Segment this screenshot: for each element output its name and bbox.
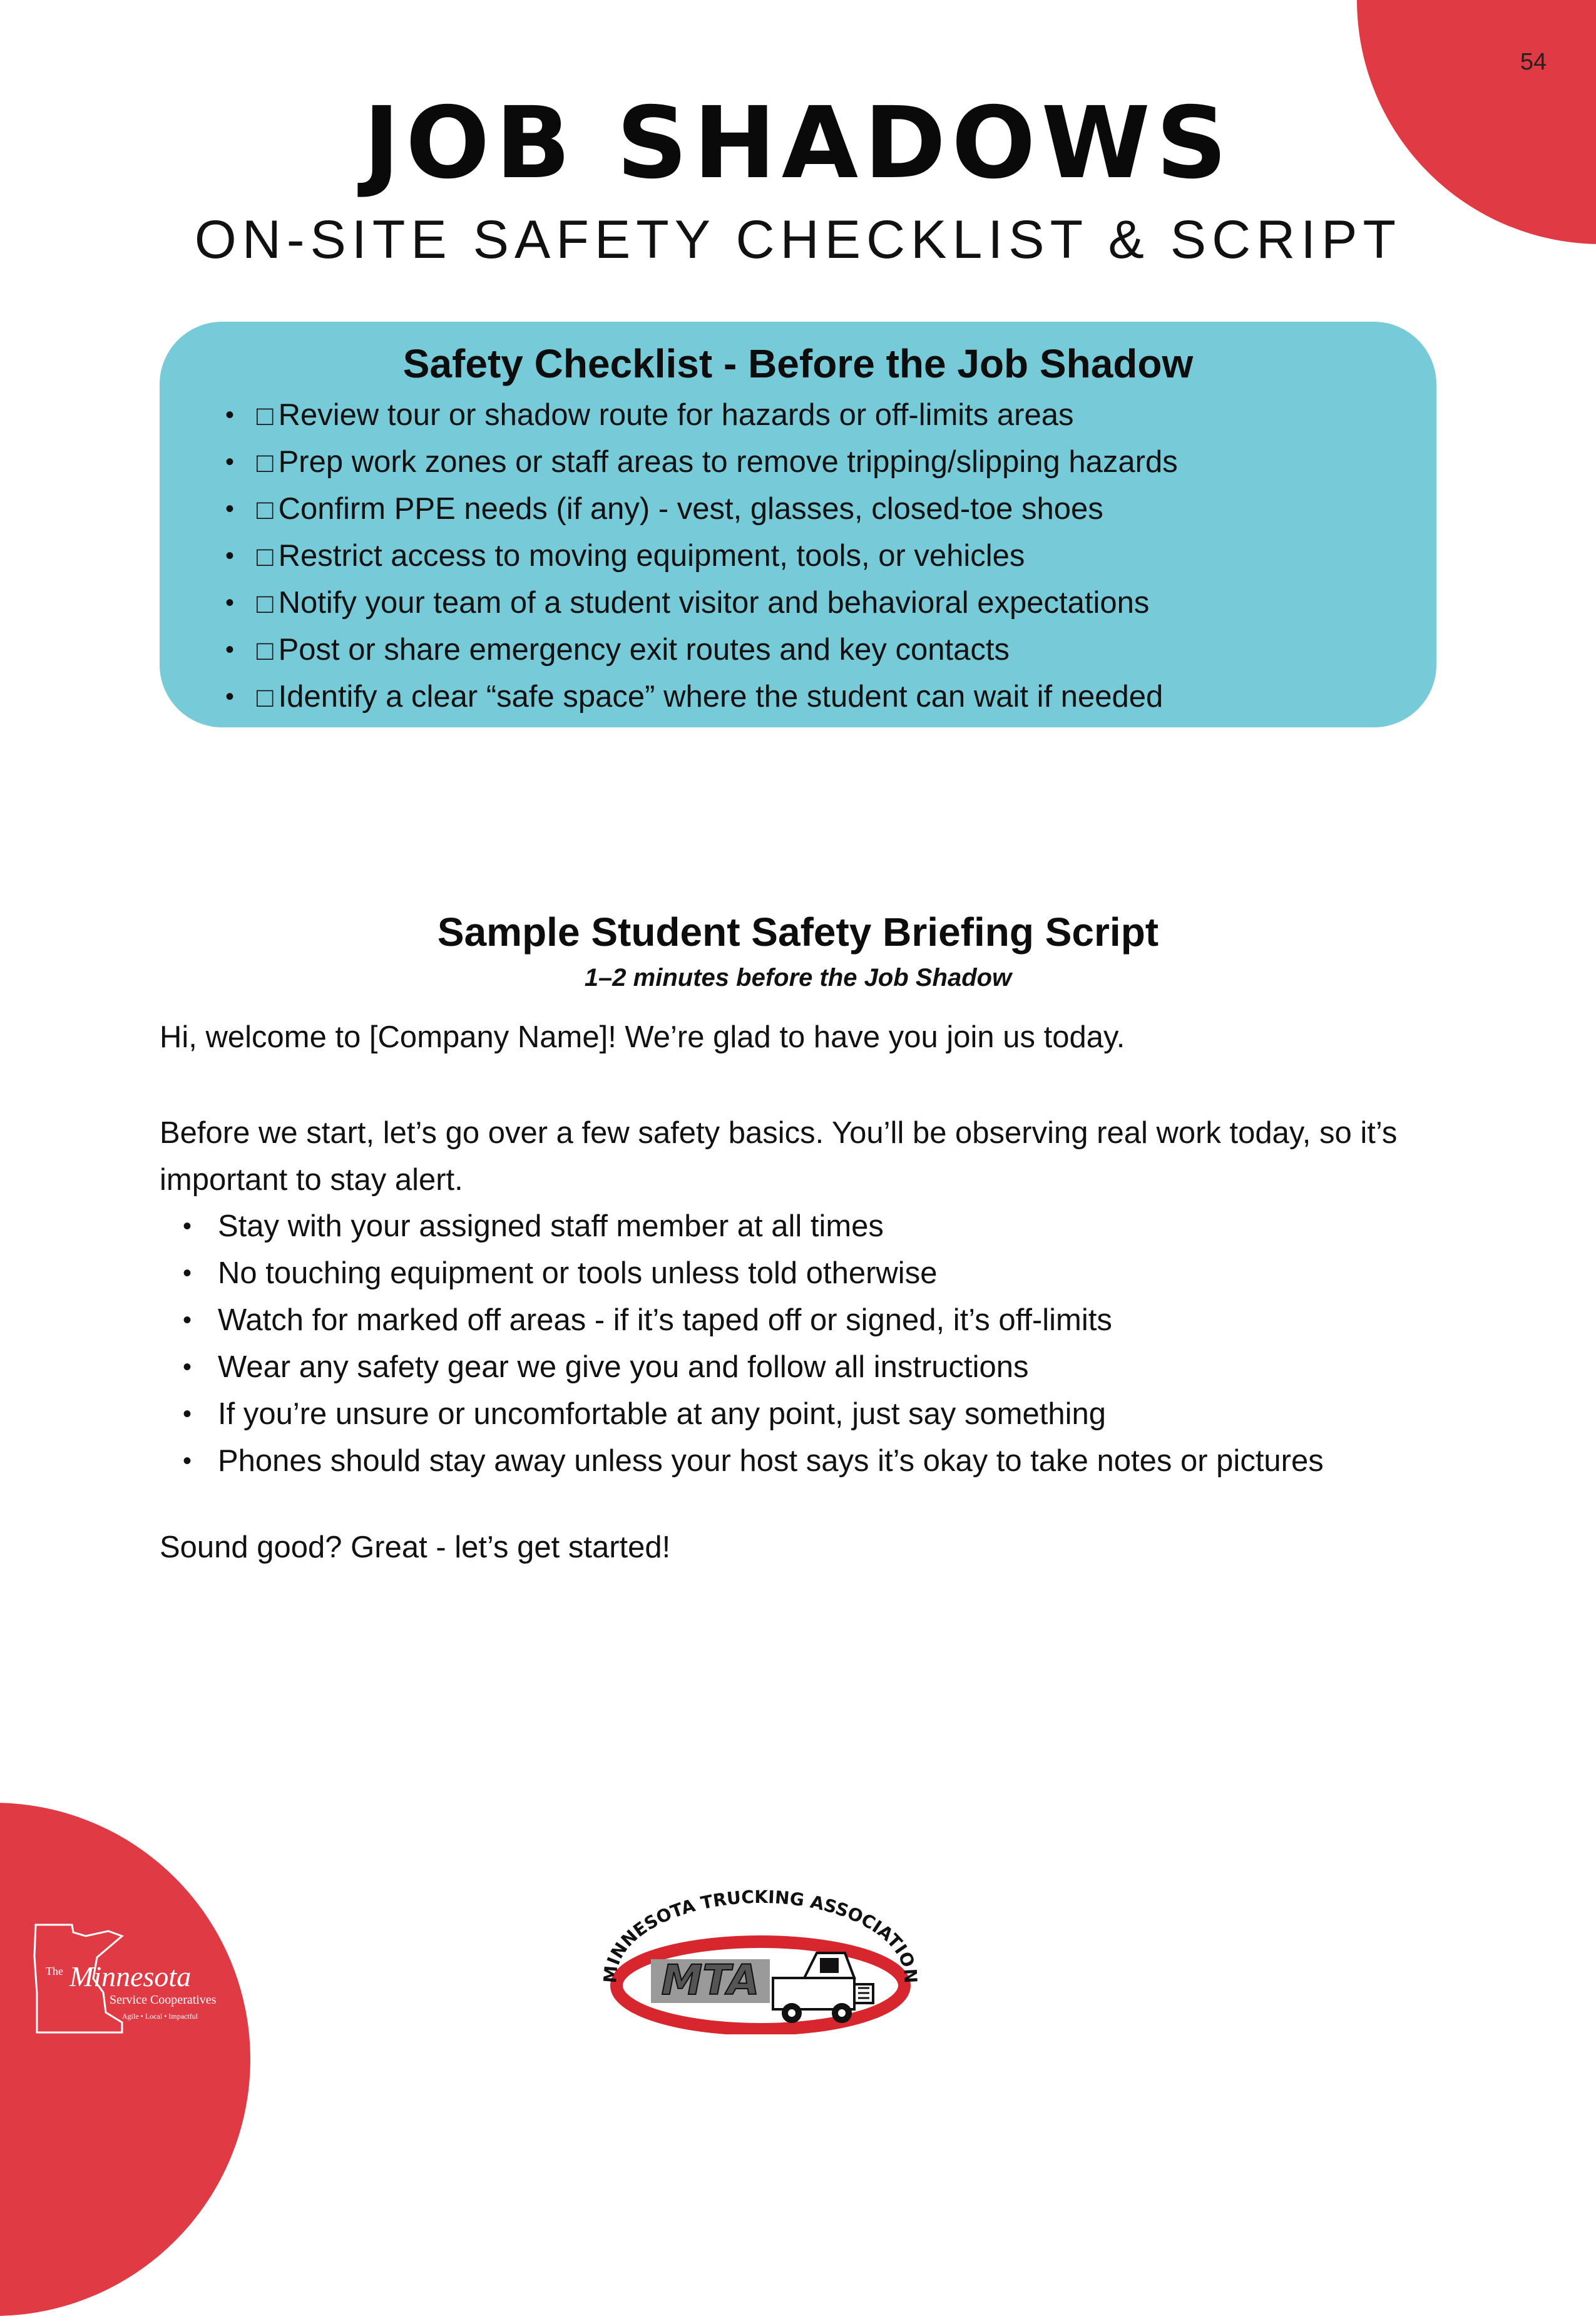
checklist-item [225, 486, 1178, 533]
list-item: • Stay with your assigned staff member at all times [183, 1203, 1324, 1250]
checklist-item [225, 580, 1178, 627]
checklist-item-text: Restrict access to moving equipment, tools, or vehicles [278, 539, 1025, 573]
checklist-item-text: Post or share emergency exit routes and key contacts [278, 633, 1010, 667]
page-number: 54 [1520, 49, 1547, 75]
script-title: Sample Student Safety Briefing Script [437, 909, 1159, 955]
checkbox-icon: □ [257, 494, 274, 525]
checkbox-icon: □ [257, 541, 274, 572]
list-item: • No touching equipment or tools unless told otherwise [183, 1250, 1324, 1297]
checkbox-icon: □ [257, 682, 274, 713]
script-closing: Sound good? Great - let’s get started! [160, 1530, 671, 1564]
checklist-item-text: Confirm PPE needs (if any) - vest, glasses, closed-toe shoes [278, 492, 1103, 526]
checklist-item-text: Review tour or shadow route for hazards or off-limits areas [278, 398, 1074, 432]
safety-checklist-box [160, 322, 1436, 727]
list-item: • Phones should stay away unless your host says it’s okay to take notes or pictures [183, 1438, 1324, 1485]
script-lead-in: Before we start, let’s go over a few safety basics. You’ll be observing real work today, so it’s important to stay alert. [160, 1116, 1398, 1197]
checklist-item [225, 439, 1178, 486]
script-subtitle: 1–2 minutes before the Job Shadow [584, 964, 1012, 991]
logo-service-coops-text: Service Cooperatives [110, 1993, 217, 2007]
script-intro: Hi, welcome to [Company Name]! We’re glad to have you join us today. [160, 1020, 1125, 1054]
list-item: • Watch for marked off areas - if it’s taped off or signed, it’s off-limits [183, 1297, 1324, 1344]
checklist-item [225, 627, 1178, 674]
checkbox-icon: □ [257, 448, 274, 478]
logo-the-text: The [46, 1965, 63, 1977]
checklist-item-text: Notify your team of a student visitor and behavioral expectations [278, 586, 1150, 620]
checklist-item [225, 533, 1178, 580]
logo-minnesota-text: Minnesota [69, 1960, 192, 1992]
page-subtitle: ON-SITE SAFETY CHECKLIST & SCRIPT [194, 210, 1402, 270]
checkbox-icon: □ [257, 588, 274, 619]
checklist-title: Safety Checklist - Before the Job Shadow [402, 341, 1194, 386]
checkbox-icon: □ [257, 635, 274, 666]
page-title: JOB SHADOWS [363, 86, 1233, 201]
logo-tagline-text: Agile • Local • Impactful [122, 2012, 198, 2021]
script-bullet-list [183, 1203, 1324, 1485]
checklist-item-text: Identify a clear “safe space” where the student can wait if needed [278, 680, 1164, 714]
checklist-list [225, 392, 1178, 720]
mta-arc-text: MINNESOTA TRUCKING ASSOCIATION [600, 1886, 921, 1984]
mn-service-cooperatives-logo [28, 1919, 241, 2044]
checklist-item [225, 392, 1178, 439]
mta-letters: MTA [661, 1956, 760, 2004]
list-item: • Wear any safety gear we give you and follow all instructions [183, 1344, 1324, 1391]
corner-circle-bottom-left [0, 1803, 250, 2316]
checkbox-icon: □ [257, 401, 274, 431]
checklist-item-text: Prep work zones or staff areas to remove tripping/slipping hazards [278, 445, 1178, 479]
mta-logo [591, 1884, 929, 2034]
checklist-item [225, 674, 1178, 720]
list-item: • If you’re unsure or uncomfortable at any point, just say something [183, 1391, 1324, 1438]
